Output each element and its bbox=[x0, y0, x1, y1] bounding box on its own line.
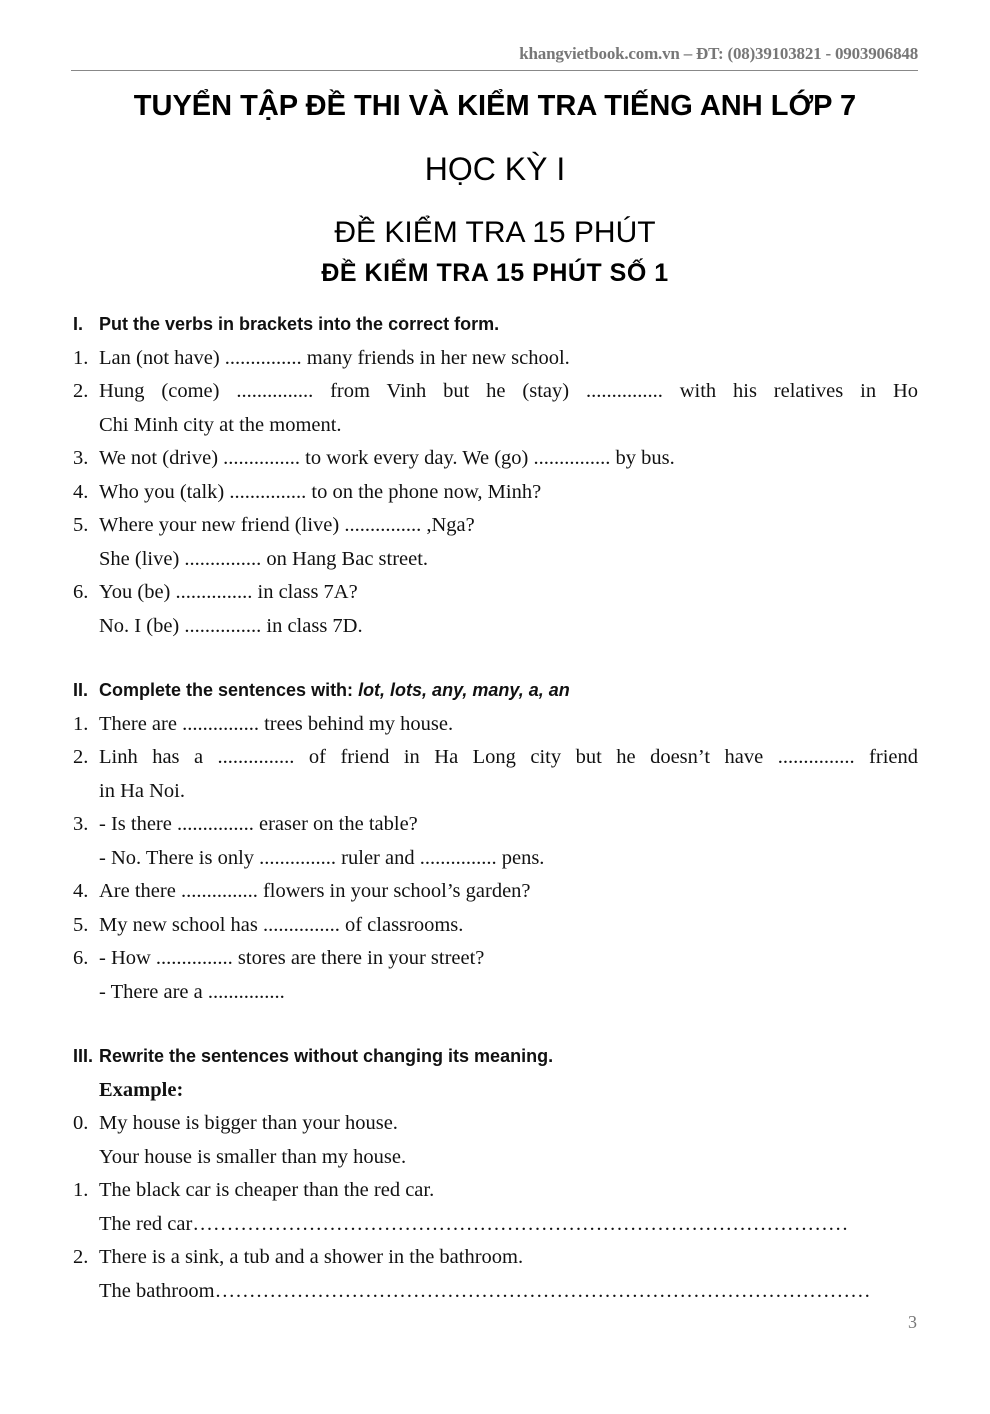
exercise-line bbox=[73, 610, 918, 644]
example-label: Example: bbox=[99, 1078, 184, 1101]
test-type-title: ĐỀ KIỂM TRA 15 PHÚT bbox=[334, 216, 656, 249]
item-number: 4. bbox=[73, 480, 89, 503]
exercise-line bbox=[73, 909, 918, 943]
exercise-line bbox=[73, 1174, 918, 1208]
item-number: 1. bbox=[73, 1179, 89, 1201]
exercise-line bbox=[73, 976, 918, 1010]
exercise-line bbox=[73, 342, 918, 376]
page-number: 3 bbox=[908, 1312, 917, 1332]
exercise-line bbox=[73, 442, 918, 476]
item-text: She (live) ............... on Hang Bac street. bbox=[99, 547, 429, 570]
exercise-line bbox=[73, 842, 918, 876]
exercise-line bbox=[73, 1241, 918, 1275]
item-text: My house is bigger than your house. bbox=[99, 1112, 398, 1134]
exercise-line bbox=[73, 1208, 918, 1242]
item-text: - Is there ............... eraser on the table? bbox=[99, 813, 418, 835]
item-number: 4. bbox=[73, 880, 89, 902]
item-text: There are ............... trees behind my house. bbox=[99, 712, 454, 735]
item-text: No. I (be) ............... in class 7D. bbox=[99, 614, 363, 637]
item-number: 1. bbox=[73, 346, 89, 369]
item-text: The bathroom…………………………………………………………………………………… bbox=[99, 1279, 871, 1302]
item-number: 2. bbox=[73, 746, 89, 768]
exercise-line bbox=[73, 875, 918, 909]
exercise-line bbox=[73, 942, 918, 976]
item-number: 5. bbox=[73, 913, 89, 936]
section-number: I. bbox=[73, 314, 84, 334]
exercise-line bbox=[73, 576, 918, 610]
exercise-line bbox=[73, 1275, 918, 1309]
item-text: Linh has a ............... of friend in Ha Long city but he doesn’t have ............... friend bbox=[99, 746, 918, 768]
item-number: 6. bbox=[73, 581, 89, 603]
exercise-line bbox=[73, 476, 918, 510]
item-text: The black car is cheaper than the red car. bbox=[99, 1179, 435, 1201]
exercise-line bbox=[73, 543, 918, 577]
exercise-line bbox=[73, 1107, 918, 1141]
item-text: in Ha Noi. bbox=[99, 779, 185, 802]
section-title: Put the verbs in brackets into the correct form. bbox=[99, 314, 500, 334]
section-gap bbox=[73, 1009, 918, 1040]
exercise-line bbox=[73, 1141, 918, 1175]
item-text: Chi Minh city at the moment. bbox=[99, 413, 342, 436]
item-number: 2. bbox=[73, 1246, 89, 1268]
exercise-line bbox=[73, 509, 918, 543]
section-number: II. bbox=[73, 680, 89, 700]
item-number: 6. bbox=[73, 947, 89, 969]
test-number-title: ĐỀ KIỂM TRA 15 PHÚT SỐ 1 bbox=[321, 259, 669, 287]
item-text: Hung (come) ............... from Vinh but he (stay) ............... with his relatives in Ho bbox=[99, 380, 918, 402]
section-gap bbox=[73, 643, 918, 674]
item-text: Your house is smaller than my house. bbox=[99, 1145, 407, 1168]
exercise-content bbox=[73, 308, 918, 1308]
item-text: Who you (talk) ............... to on the phone now, Minh? bbox=[99, 480, 542, 503]
section-title: Rewrite the sentences without changing its meaning. bbox=[99, 1046, 554, 1066]
header-divider bbox=[71, 70, 918, 71]
item-text: Lan (not have) ............... many friends in her new school. bbox=[99, 346, 570, 369]
exercise-line bbox=[73, 808, 918, 842]
section-heading bbox=[73, 308, 918, 342]
item-text: Where your new friend (live) ............... ,Nga? bbox=[99, 514, 475, 536]
item-number: 3. bbox=[73, 447, 89, 469]
section-title-options: lot, lots, any, many, a, an bbox=[358, 680, 570, 700]
exercise-line bbox=[73, 741, 918, 775]
item-number: 5. bbox=[73, 514, 89, 536]
exercise-line bbox=[73, 409, 918, 443]
item-text: There is a sink, a tub and a shower in the bathroom. bbox=[99, 1246, 524, 1268]
item-text: The red car…………………………………………………………………………………… bbox=[99, 1212, 849, 1235]
section-number: III. bbox=[73, 1046, 94, 1066]
section-title: Complete the sentences with: bbox=[99, 680, 359, 700]
item-text: - How ............... stores are there in your street? bbox=[99, 947, 485, 969]
item-number: 1. bbox=[73, 712, 89, 735]
item-text: Are there ............... flowers in your school’s garden? bbox=[99, 880, 531, 902]
running-header: khangvietbook.com.vn – ĐT: (08)39103821 - 0903906848 bbox=[519, 44, 918, 63]
term-title: HỌC KỲ I bbox=[424, 151, 566, 187]
section-heading bbox=[73, 674, 918, 708]
item-number: 3. bbox=[73, 813, 89, 835]
book-title: TUYỂN TẬP ĐỀ THI VÀ KIỂM TRA TIẾNG ANH LỚP 7 bbox=[133, 90, 857, 122]
item-text: - There are a ............... bbox=[99, 980, 285, 1003]
item-number: 2. bbox=[73, 380, 89, 402]
item-text: You (be) ............... in class 7A? bbox=[99, 581, 358, 603]
item-text: My new school has ............... of classrooms. bbox=[99, 913, 464, 936]
exercise-line bbox=[73, 775, 918, 809]
item-number: 0. bbox=[73, 1112, 89, 1134]
item-text: - No. There is only ............... ruler and ............... pens. bbox=[99, 846, 545, 869]
exercise-line bbox=[73, 375, 918, 409]
exercise-line bbox=[73, 708, 918, 742]
section-heading bbox=[73, 1040, 918, 1074]
example-line bbox=[73, 1074, 918, 1108]
item-text: We not (drive) ............... to work every day. We (go) ............... by bus. bbox=[99, 447, 675, 469]
